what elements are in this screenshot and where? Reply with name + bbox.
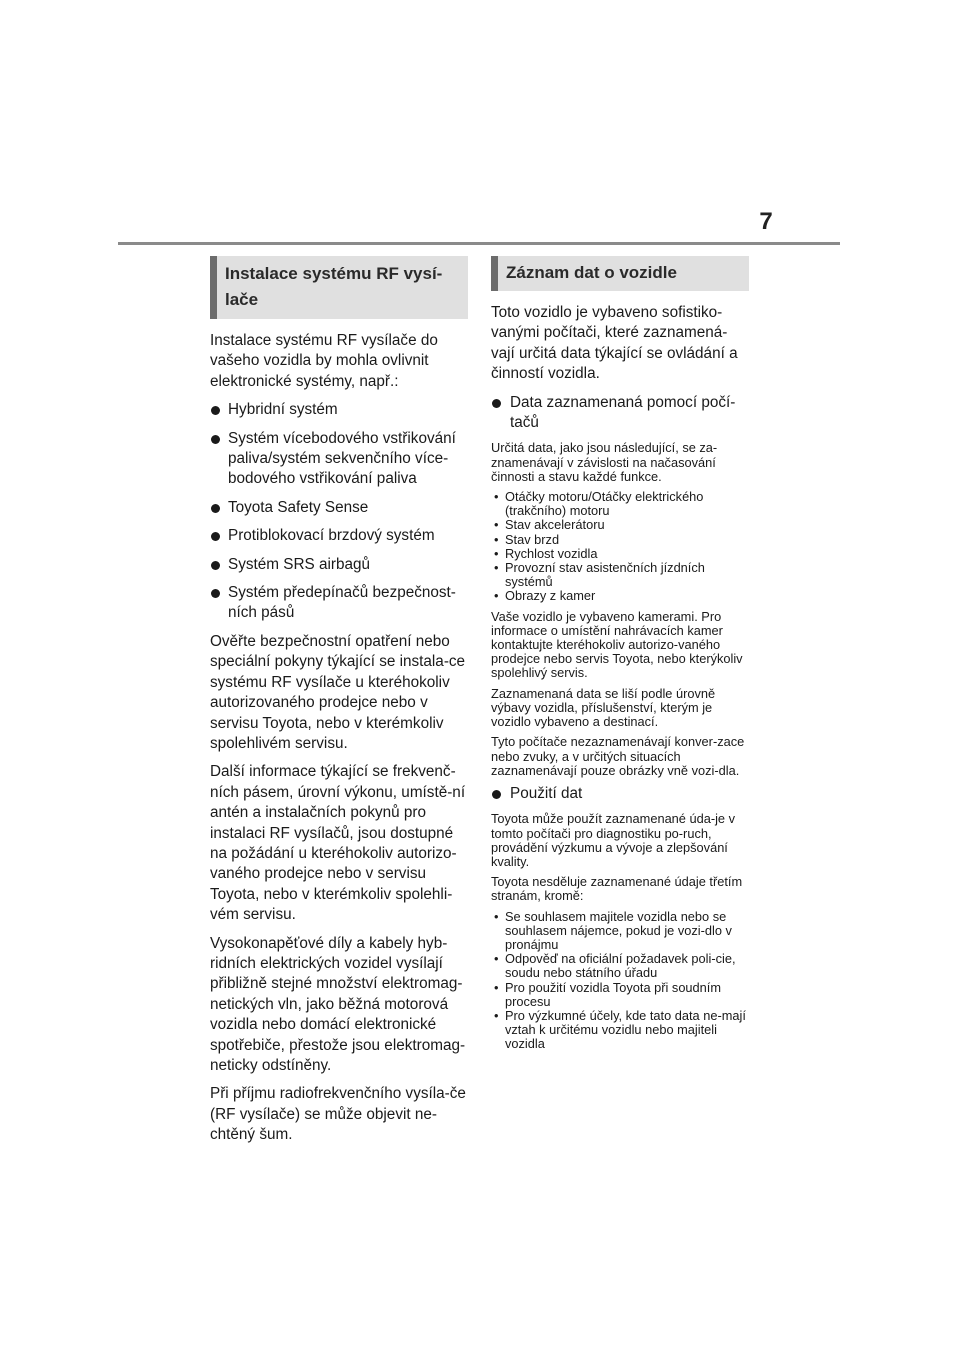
list-item: Systém SRS airbagů — [210, 555, 468, 575]
bullet-icon — [211, 532, 220, 541]
dot-marker-icon: • — [494, 531, 499, 547]
bullet-icon — [211, 504, 220, 513]
bullet-icon — [211, 589, 220, 598]
data-varies-text: Zaznamenaná data se liší podle úrovně výbavy vozidla, příslušenství, kterým je vozidlo vybaveno a destinací. — [491, 685, 716, 730]
list-item: • Stav akcelerátoru — [494, 517, 605, 533]
page-number: 7 — [759, 208, 773, 235]
paragraph-high-voltage: Vysokonapěťové díly a kabely hyb-ridních elektrických vozidel vysílají přibližně stejné množství elektromag-netických vln, jako běžná motorová vozidla nebo domácí elektronické spotřebiče, přestože jsou elektromag-neticky odstíněny. — [210, 934, 466, 1074]
bullet-icon — [492, 399, 501, 408]
list-item: Data zaznamenaná pomocí počí-tačů — [491, 393, 749, 434]
cameras-text: Vaše vozidlo je vybaveno kamerami. Pro informace o umístění nahrávacích kamer kontaktujte kteréhokoliv autorizo-vaného prodejce nebo servis Toyota, nebo kterýkoliv spolehlivý servis. — [491, 608, 743, 681]
list-item: Hybridní systém — [210, 400, 468, 420]
paragraph-more-info: Další informace týkající se frekvenč-ních pásem, úrovní výkonu, umístě-ní antén a instalačních pokynů pro instalaci RF vysílačů, jsou dostupné na požádání u kteréhokoliv autorizo-vaného prodejce nebo v servisu Toyota, nebo v kterémkoliv spolehli-vém servisu. — [210, 763, 466, 924]
list-item: Systém vícebodového vstřikování paliva/systém sekvenčního více-bodového vstřikování paliva — [210, 429, 468, 490]
list-item: • Odpověď na oficiální požadavek poli-cie, soudu nebo státního úřadu — [494, 951, 736, 981]
rf-intro: Instalace systému RF vysílače do vašeho vozidla by mohla ovlivnit elektronické systémy, např.: — [210, 332, 438, 390]
section-heading-rf-transmitter: Instalace systému RF vysí- lače — [210, 256, 468, 319]
dot-marker-icon: • — [494, 489, 499, 505]
list-item: • Se souhlasem majitele vozidla nebo se souhlasem nájemce, pokud je vozi-dlo v pronájmu — [494, 908, 732, 952]
list-item: • Pro výzkumné účely, kde tato data ne-mají vztah k určitému vozidlu nebo majiteli vozidla — [494, 1007, 746, 1052]
list-item: • Otáčky motoru/Otáčky elektrického (trakčního) motoru — [494, 489, 704, 519]
dot-marker-icon: • — [494, 560, 499, 576]
section-heading-data-recording: Záznam dat o vozidle — [491, 256, 749, 291]
right-column — [491, 256, 749, 1058]
data-use-text: Toyota může použít zaznamenané úda-je v tomto počítači pro diagnostiku po-ruch, provádění výzkumu a vývoje a zlepšování kvality. — [491, 811, 735, 869]
dot-marker-icon: • — [494, 588, 499, 604]
left-column — [210, 256, 468, 1154]
header-rule — [118, 242, 840, 245]
list-item: • Provozní stav asistenčních jízdních systémů — [494, 560, 705, 590]
data-disclosure-text: Toyota nesděluje zaznamenané údaje třetím stranám, kromě: — [491, 874, 743, 904]
dot-marker-icon: • — [494, 517, 499, 533]
no-conversations-text: Tyto počítače nezaznamenávají konver-zace nebo zvuky, a v určitých situacích zaznamenávají pouze obrázky vně vozi-dla. — [491, 734, 745, 778]
list-item: Systém předepínačů bezpečnost-ních pásů — [210, 583, 468, 624]
list-item: • Pro použití vozidla Toyota při soudním procesu — [494, 979, 722, 1009]
list-item: Toyota Safety Sense — [210, 498, 468, 518]
bullet-icon — [492, 790, 501, 799]
disclosure-exceptions-list — [491, 910, 749, 1052]
list-item: Použití dat — [491, 784, 749, 804]
list-item: Protiblokovací brzdový systém — [210, 526, 468, 546]
recorded-data-text: Určitá data, jako jsou následující, se za-znamenávají v závislosti na načasování činnosti a stavu každé funkce. — [491, 440, 718, 484]
bullet-icon — [211, 435, 220, 444]
dot-marker-icon: • — [494, 979, 499, 995]
list-item: • Rychlost vozidla — [494, 545, 598, 561]
recorded-data-list — [491, 490, 749, 604]
dot-marker-icon: • — [494, 545, 499, 561]
data-intro: Toto vozidlo je vybaveno sofistiko-vanými počítači, které zaznamená-vají určitá data týkající se ovládání a činností vozidla. — [491, 304, 738, 383]
dot-marker-icon: • — [494, 908, 499, 924]
bullet-icon — [211, 561, 220, 570]
dot-marker-icon: • — [494, 951, 499, 967]
bullet-icon — [211, 406, 220, 415]
paragraph-safety: Ověřte bezpečnostní opatření nebo speciální pokyny týkající se instala-ce systému RF vysílače u kteréhokoliv autorizovaného prodejce nebo v servisu Toyota, nebo v kterémkoliv spolehlivém servisu. — [210, 632, 466, 752]
list-item: • Stav brzd — [494, 531, 560, 547]
list-item: • Obrazy z kamer — [494, 588, 596, 604]
dot-marker-icon: • — [494, 1007, 499, 1023]
paragraph-noise: Při příjmu radiofrekvenčního vysíla-če (RF vysílače) se může objevit ne-chtěný šum. — [210, 1085, 466, 1144]
